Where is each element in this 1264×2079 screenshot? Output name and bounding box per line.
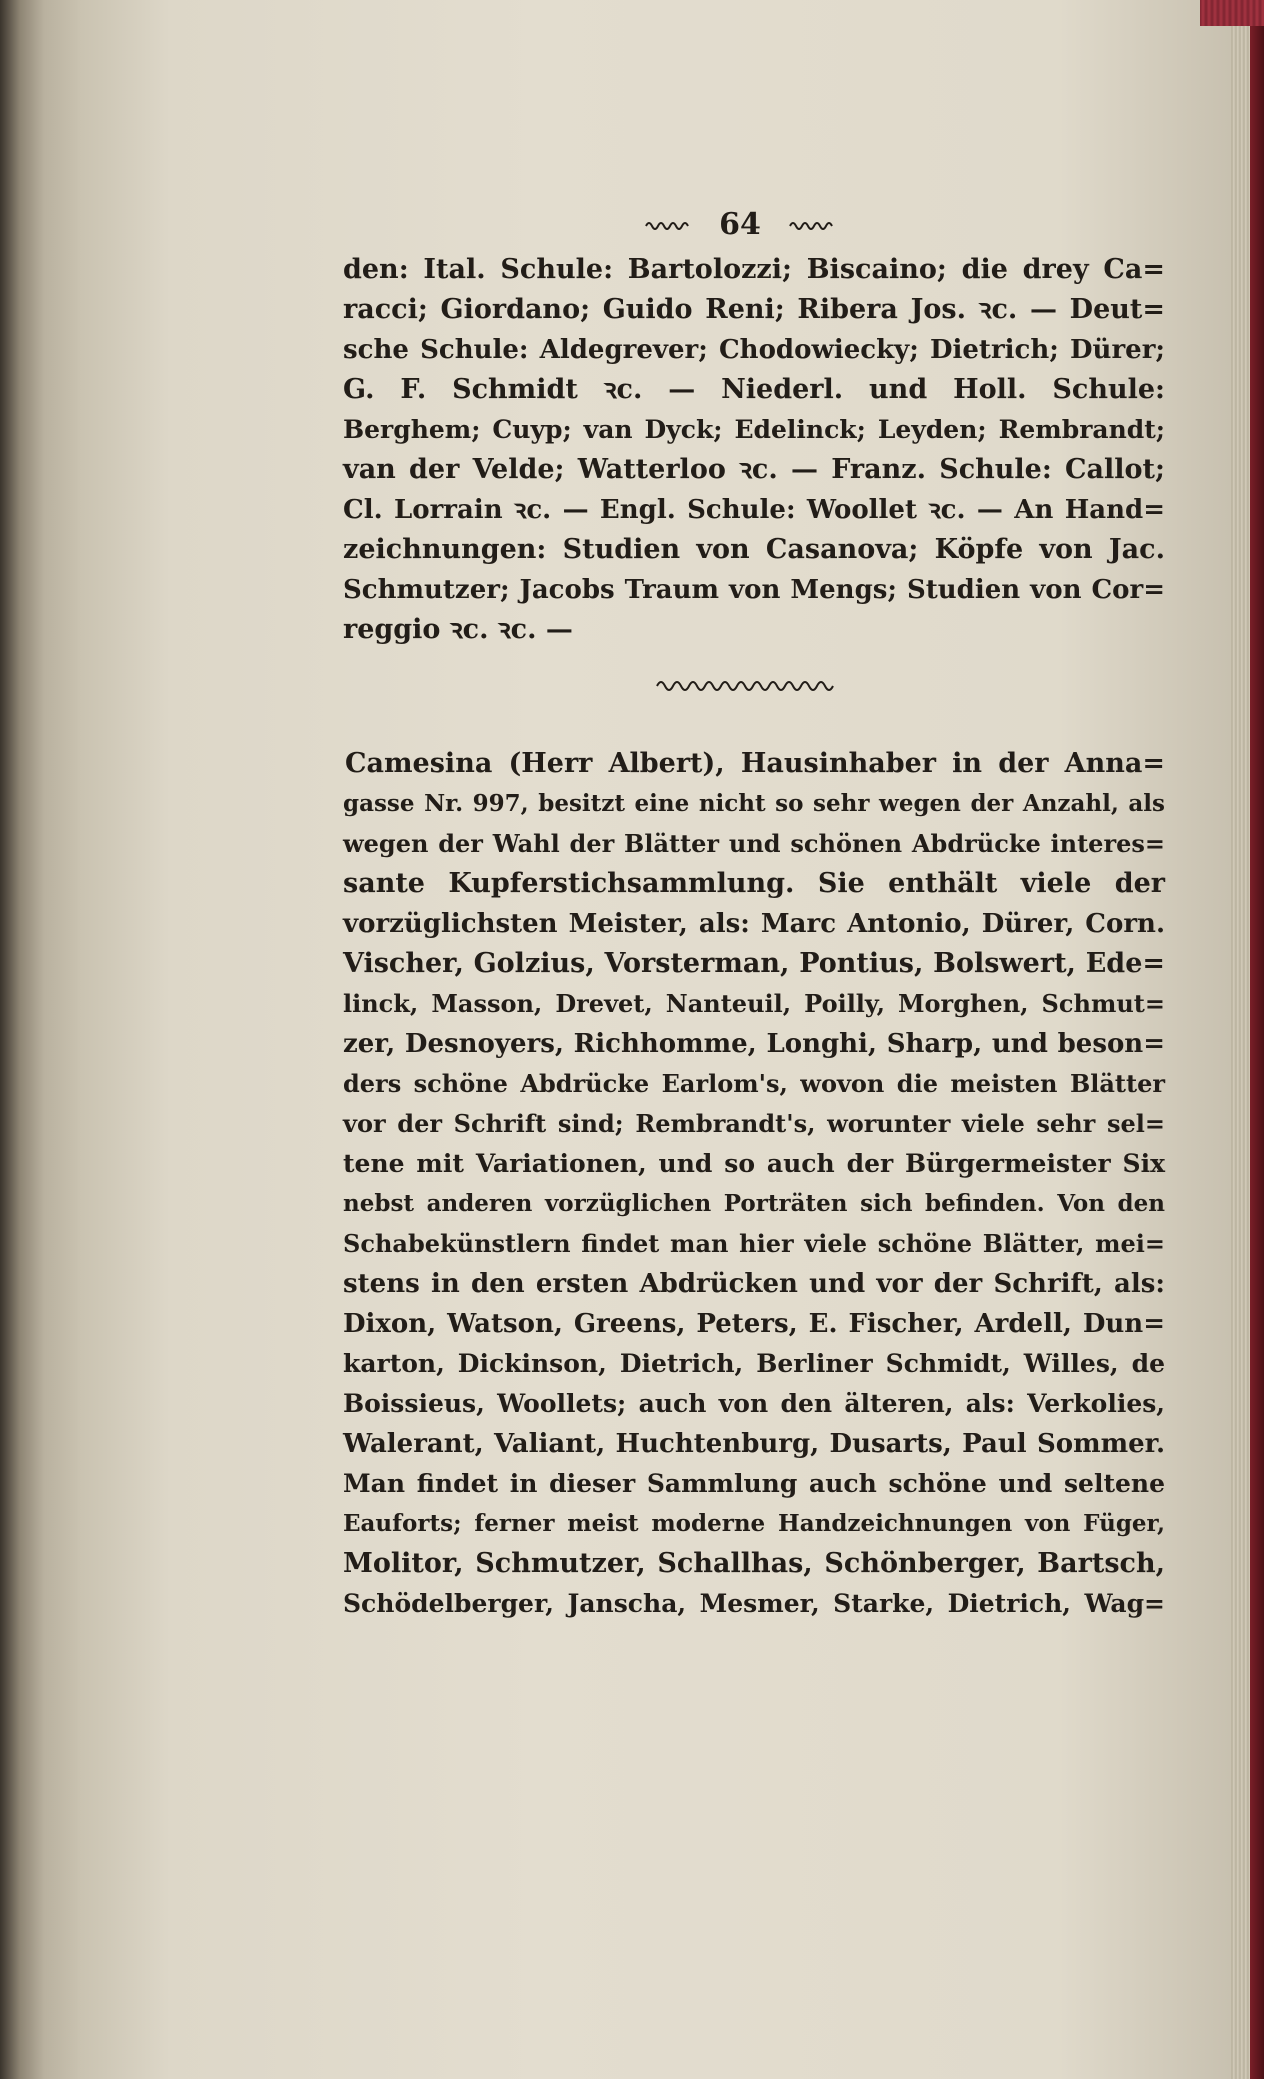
wave-ornament-right-icon: [789, 220, 835, 232]
text-line: Berghem; Cuyp; van Dyck; Edelinck; Leyden; Rembrandt;: [343, 415, 1165, 444]
text-line: Vischer, Golzius, Vorsterman, Pontius, Bolswert, Ede=: [343, 948, 1165, 979]
page-number: 64: [719, 207, 761, 242]
text-line: Walerant, Valiant, Huchtenburg, Dusarts, Paul Sommer.: [343, 1429, 1165, 1459]
text-line: G. F. Schmidt ꝛc. — Niederl. und Holl. Schule:: [343, 374, 1165, 405]
text-line: racci; Giordano; Guido Reni; Ribera Jos. ꝛc. — Deut=: [343, 294, 1165, 325]
text-line: sche Schule: Aldegrever; Chodowiecky; Dietrich; Dürer;: [343, 335, 1165, 365]
text-line: linck, Masson, Drevet, Nanteuil, Poilly, Morghen, Schmut=: [343, 989, 1165, 1018]
text-line: Boissieus, Woollets; auch von den älteren, als: Verkolies,: [343, 1389, 1165, 1418]
camesina-entry: [343, 744, 1165, 1624]
binding-edge: [0, 0, 80, 2079]
text-line: ders schöne Abdrücke Earlom's, wovon die meisten Blätter: [343, 1069, 1165, 1098]
text-line: Dixon, Watson, Greens, Peters, E. Fischer, Ardell, Dun=: [343, 1309, 1165, 1339]
text-line: van der Velde; Watterloo ꝛc. — Franz. Schule: Callot;: [343, 454, 1165, 485]
text-line: Schödelberger, Janscha, Mesmer, Starke, Dietrich, Wag=: [343, 1589, 1165, 1618]
text-line: stens in den ersten Abdrücken und vor der Schrift, als:: [343, 1269, 1165, 1299]
text-line: Man findet in dieser Sammlung auch schöne und seltene: [343, 1469, 1165, 1498]
text-line: zeichnungen: Studien von Casanova; Köpfe von Jac.: [343, 534, 1165, 565]
text-line: gasse Nr. 997, besitzt eine nicht so sehr wegen der Anzahl, als: [343, 790, 1165, 817]
text-line: zer, Desnoyers, Richhomme, Longhi, Sharp, und beson=: [343, 1029, 1165, 1059]
text-line: Molitor, Schmutzer, Schallhas, Schönberger, Bartsch,: [343, 1548, 1165, 1579]
text-line: vorzüglichsten Meister, als: Marc Antonio, Dürer, Corn.: [343, 909, 1165, 939]
bookmark-ribbon: [1200, 0, 1264, 26]
text-line: tene mit Variationen, und so auch der Bürgermeister Six: [343, 1149, 1165, 1178]
text-line: Camesina (Herr Albert), Hausinhaber in der Anna=: [345, 748, 1165, 779]
section-divider-ornament-icon: [655, 676, 835, 692]
text-line: den: Ital. Schule: Bartolozzi; Biscaino; die drey Ca=: [343, 254, 1165, 285]
text-line: vor der Schrift sind; Rembrandt's, worunter viele sehr sel=: [343, 1109, 1165, 1138]
page-header: [570, 205, 910, 245]
text-line: reggio ꝛc. ꝛc. —: [343, 614, 573, 645]
text-line: Schabekünstlern findet man hier viele schöne Blätter, mei=: [343, 1229, 1165, 1258]
text-line: sante Kupferstichsammlung. Sie enthält viele der: [343, 868, 1165, 899]
text-line: wegen der Wahl der Blätter und schönen Abdrücke interes=: [343, 829, 1165, 858]
text-line: Eauforts; ferner meist moderne Handzeichnungen von Füger,: [343, 1510, 1165, 1537]
text-line: nebst anderen vorzüglichen Porträten sich befinden. Von den: [343, 1190, 1165, 1217]
text-line: Cl. Lorrain ꝛc. — Engl. Schule: Woollet ꝛc. — An Hand=: [343, 495, 1165, 525]
continued-entry: [343, 250, 1165, 650]
wave-ornament-left-icon: [645, 220, 691, 232]
text-line: karton, Dickinson, Dietrich, Berliner Schmidt, Willes, de: [343, 1349, 1165, 1378]
text-line: Schmutzer; Jacobs Traum von Mengs; Studien von Cor=: [343, 575, 1165, 605]
cover-edge: [1250, 0, 1264, 2079]
